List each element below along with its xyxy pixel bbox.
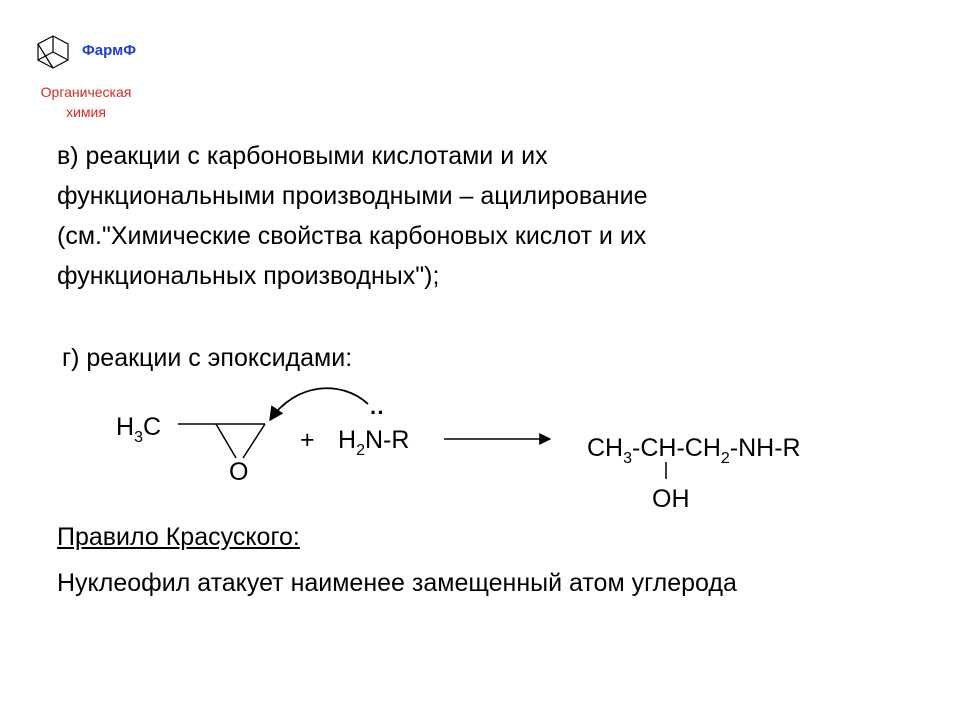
section-v-paragraph <box>57 136 937 296</box>
epoxide-ring <box>178 424 265 458</box>
section-v-line-1: в) реакции с карбоновыми кислотами и их <box>57 142 548 170</box>
epoxide-oxygen: O <box>229 458 249 486</box>
reaction-scheme <box>0 380 960 520</box>
logo-subtitle <box>22 82 150 122</box>
section-v-line-2: функциональными производными – ацилирование <box>57 182 648 210</box>
section-v-line-3: (см."Химические свойства карбоновых кислот и их <box>57 222 647 250</box>
rule-text: Нуклеофил атакует наименее замещенный атом углерода <box>57 569 737 597</box>
amine-formula: $H_2N-R$ <box>338 426 410 459</box>
rule-title: Правило Красуского: <box>57 523 300 551</box>
product-formula: $CH_3-CH-CH_2-NH-R$ <box>587 434 801 467</box>
section-g-heading: г) реакции с эпоксидами: <box>62 344 353 372</box>
lone-pair-dots: ·· <box>370 400 385 425</box>
section-v-line-4: функциональных производных"); <box>57 262 440 290</box>
product-hydroxyl: OH <box>652 485 690 513</box>
adamantane-icon <box>34 34 72 70</box>
nucleophilic-attack-arrow <box>270 388 368 420</box>
plus-sign: + <box>300 426 315 454</box>
epoxide-formula: $H_3C$ <box>116 413 162 446</box>
logo-subtitle-line-1: Органическая <box>40 84 132 100</box>
logo-subtitle-line-2: химия <box>66 104 106 120</box>
brand-name: ФармФ <box>82 42 137 59</box>
